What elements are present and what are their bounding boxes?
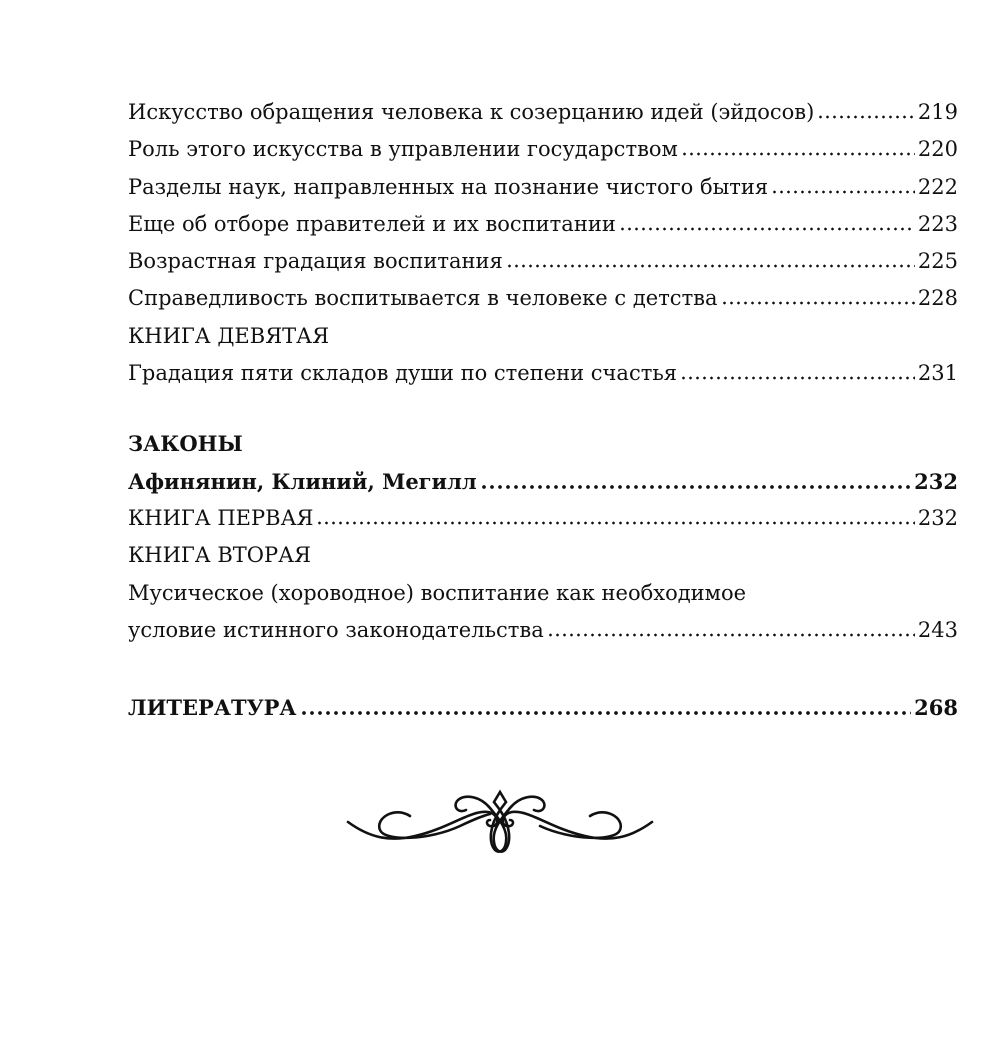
entry-title: Справедливость воспитывается в человеке с детства <box>128 286 718 311</box>
toc-entry <box>128 131 958 168</box>
book-heading <box>128 318 958 355</box>
dot-leader <box>817 115 915 119</box>
section-title: ЗАКОНЫ <box>128 431 243 457</box>
entry-page: 228 <box>917 286 958 311</box>
book-heading <box>128 537 958 574</box>
dot-leader <box>681 152 915 156</box>
toc-entry <box>128 463 958 500</box>
entry-title: ЛИТЕРАТУРА <box>128 695 297 721</box>
entry-page: 220 <box>917 137 958 162</box>
entry-page: 232 <box>917 505 958 530</box>
entry-page: 232 <box>914 468 958 494</box>
toc-entry-literature <box>128 689 958 726</box>
toc-entry <box>128 280 958 317</box>
toc-entry <box>128 612 958 649</box>
table-of-contents <box>128 94 958 726</box>
section-heading-laws <box>128 425 958 462</box>
entry-title: Афинянин, Клиний, Мегилл <box>128 468 477 494</box>
toc-entry <box>128 94 958 131</box>
entry-title: КНИГА ДЕВЯТАЯ <box>128 323 330 348</box>
entry-title: КНИГА ПЕРВАЯ <box>128 505 314 530</box>
ornament-flourish-icon <box>340 780 660 870</box>
entry-page: 243 <box>917 617 958 642</box>
dot-leader <box>316 521 914 525</box>
dot-leader <box>547 633 915 637</box>
entry-page: 268 <box>914 695 958 721</box>
dot-leader <box>771 190 915 194</box>
dot-leader <box>300 711 912 715</box>
dot-leader <box>619 227 915 231</box>
entry-page: 231 <box>917 361 958 386</box>
entry-title: Возрастная градация воспитания <box>128 249 503 274</box>
toc-entry <box>128 243 958 280</box>
toc-entry <box>128 169 958 206</box>
entry-title: Разделы наук, направленных на познание чистого бытия <box>128 174 769 199</box>
toc-entry <box>128 355 958 392</box>
dot-leader <box>721 301 915 305</box>
entry-page: 219 <box>917 100 958 124</box>
entry-title: Еще об отборе правителей и их воспитании <box>128 211 616 236</box>
entry-title: КНИГА ВТОРАЯ <box>128 543 312 568</box>
entry-title: Мусическое (хороводное) воспитание как необходимое <box>128 580 747 605</box>
dot-leader <box>680 376 915 380</box>
dot-leader <box>480 485 911 489</box>
toc-entry <box>128 500 958 537</box>
entry-page: 222 <box>917 174 958 199</box>
entry-title: условие истинного законодательства <box>128 617 544 642</box>
toc-entry <box>128 206 958 243</box>
entry-page: 223 <box>917 211 958 236</box>
entry-title: Искусство обращения человека к созерцанию идей (эйдосов) <box>128 100 815 124</box>
dot-leader <box>506 264 915 268</box>
entry-page: 225 <box>917 249 958 274</box>
entry-title: Роль этого искусства в управлении государством <box>128 137 678 162</box>
entry-title: Градация пяти складов души по степени счастья <box>128 361 678 386</box>
toc-entry-line <box>128 575 958 612</box>
